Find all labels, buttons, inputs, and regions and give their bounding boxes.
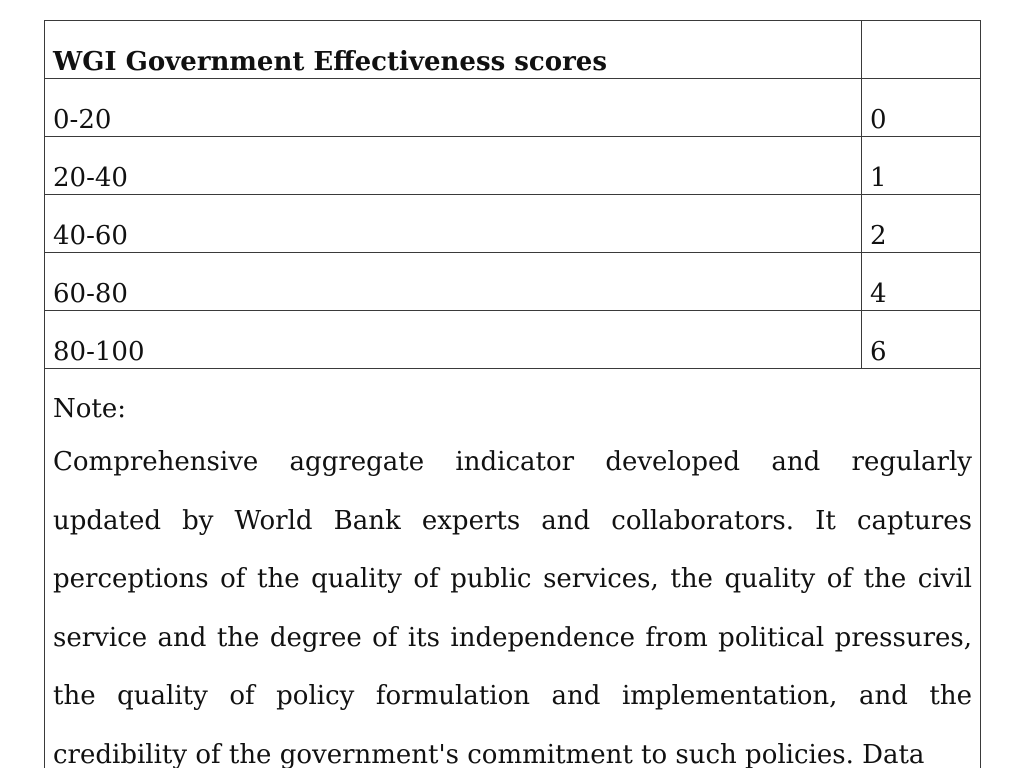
score-value: 4 [862,253,981,311]
table-row [45,253,981,311]
table-row [45,137,981,195]
score-range: 20-40 [45,137,862,195]
note-cell [45,369,981,768]
score-value: 1 [862,137,981,195]
table-title: WGI Government Effectiveness scores [45,21,862,79]
table-row [45,79,981,137]
score-range: 40-60 [45,195,862,253]
score-range: 60-80 [45,253,862,311]
note-label: Note: [53,394,126,424]
score-range: 80-100 [45,311,862,369]
score-value: 2 [862,195,981,253]
score-value: 0 [862,79,981,137]
table-row [45,311,981,369]
table-row [45,195,981,253]
score-range: 0-20 [45,79,862,137]
note-text: Comprehensive aggregate indicator developed and regularly updated by World Bank experts and collaborators. It captures perceptions of the quality of public services, the quality of the civil service and the degree of its independence from political pressures, the quality of policy formulation and implementation, and the credibility of the government's commitment to such policies. Data [53,447,972,768]
score-value: 6 [862,311,981,369]
table-header-row [45,21,981,79]
table-header-value [862,21,981,79]
score-table [44,20,981,768]
note-row [45,369,981,768]
